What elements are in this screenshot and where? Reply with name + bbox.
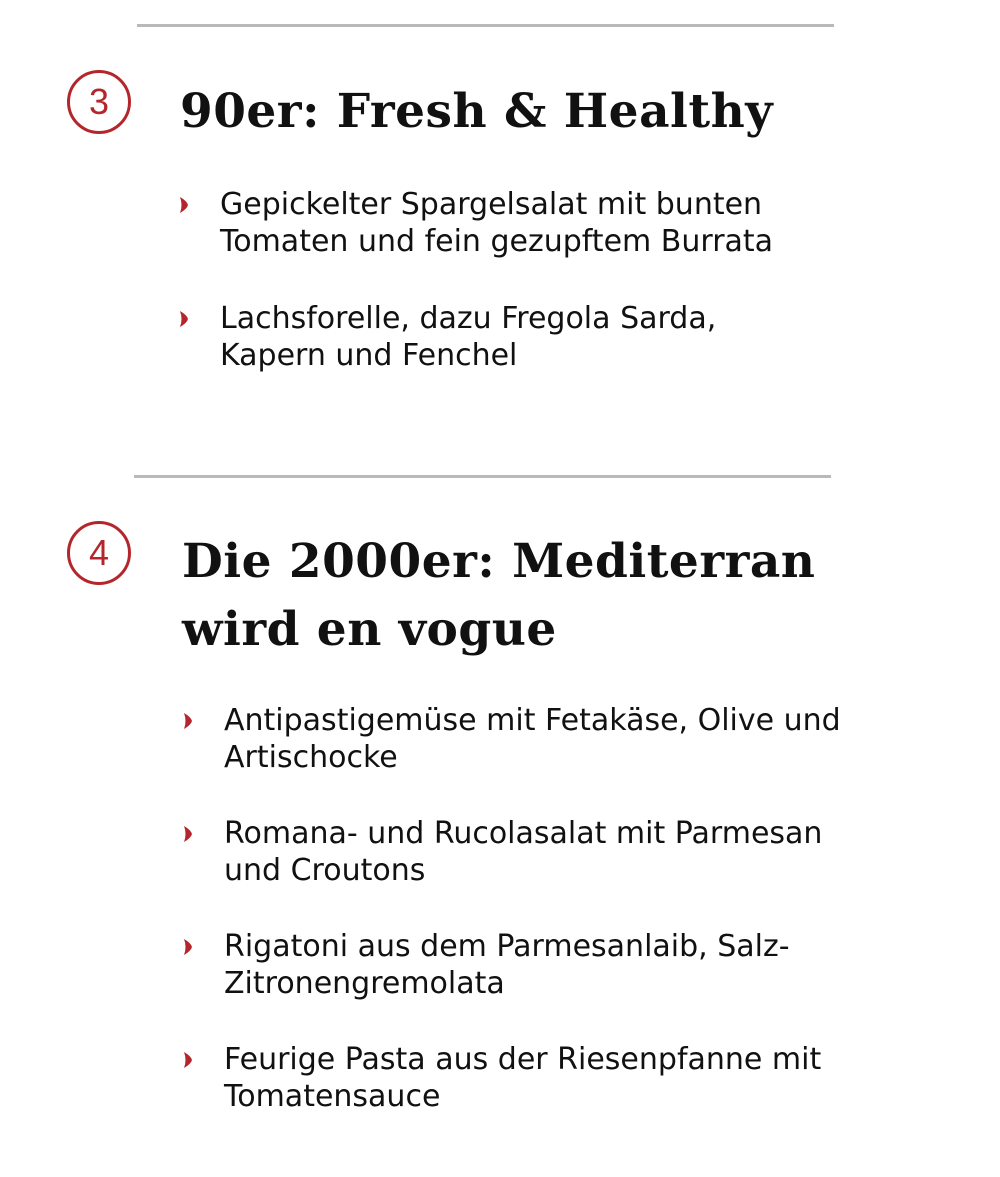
list-item-text: Rigatoni aus dem Parmesanlaib, Salz-Zitronengremolata <box>224 929 790 1001</box>
dish-list <box>182 702 842 1115</box>
chevron-right-icon <box>178 186 220 223</box>
chevron-right-icon <box>182 1041 224 1078</box>
section-number: 3 <box>88 81 110 122</box>
section-number-badge <box>67 70 131 134</box>
list-item-text: Antipastigemüse mit Fetakäse, Olive und Artischocke <box>224 703 841 775</box>
chevron-right-icon <box>182 928 224 965</box>
list-item-text: Gepickelter Spargelsalat mit bunten Tomaten und fein gezupftem Burrata <box>220 187 774 259</box>
dish-list <box>178 186 798 374</box>
section-title: 90er: Fresh & Healthy <box>180 84 774 139</box>
section-divider <box>137 24 834 27</box>
section-number: 4 <box>88 532 110 573</box>
chevron-right-icon <box>178 300 220 337</box>
section-divider <box>134 475 831 478</box>
list-item <box>182 928 842 1002</box>
list-item-text: Feurige Pasta aus der Riesenpfanne mit Tomatensauce <box>224 1042 822 1114</box>
section-title: Die 2000er: Mediterran wird en vogue <box>182 534 816 657</box>
list-item <box>178 186 798 260</box>
list-item <box>182 702 842 776</box>
list-item <box>178 300 798 374</box>
list-item-text: Lachsforelle, dazu Fregola Sarda, Kapern und Fenchel <box>220 301 717 373</box>
list-item <box>182 815 842 889</box>
list-item-text: Romana- und Rucolasalat mit Parmesan und Croutons <box>224 816 823 888</box>
chevron-right-icon <box>182 815 224 852</box>
list-item <box>182 1041 842 1115</box>
section-number-badge <box>67 521 131 585</box>
chevron-right-icon <box>182 702 224 739</box>
